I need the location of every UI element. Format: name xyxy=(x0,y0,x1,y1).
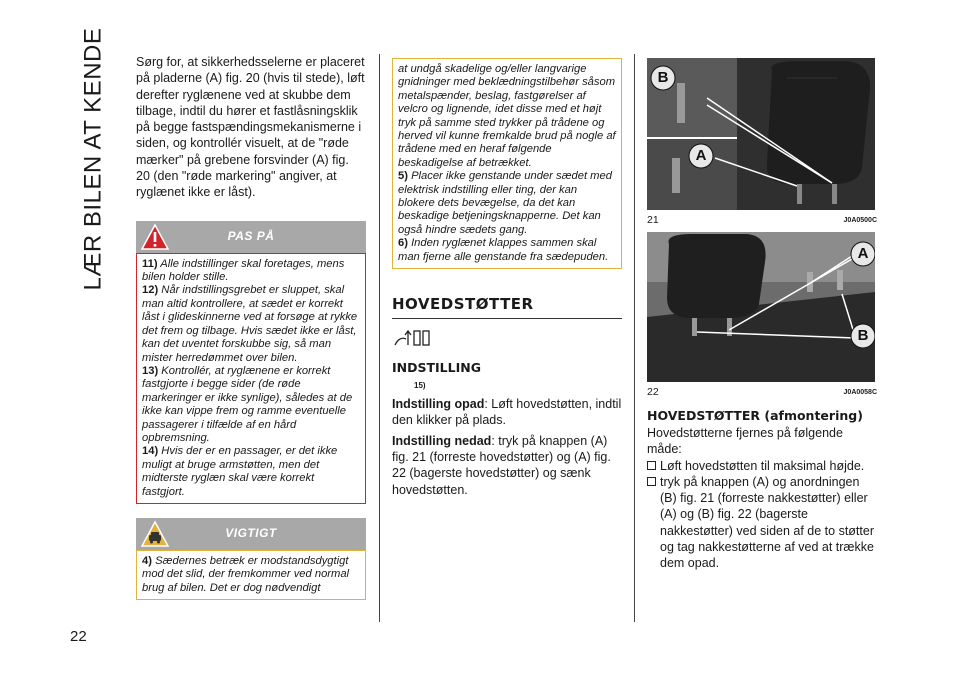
important-box-continued xyxy=(392,58,622,269)
note-item: 4) Sædernes betræk er modstandsdygtigt mod det slid, der fremkommer ved normal brug af bilen. Det er dog nødvendigt xyxy=(142,554,350,594)
column-divider xyxy=(379,54,380,622)
page-number: 22 xyxy=(70,628,87,645)
chapter-title: LÆR BILEN AT KENDE xyxy=(79,27,107,291)
warning-header xyxy=(136,221,366,253)
intro-paragraph: Hovedstøtterne fjernes på følgende måde: xyxy=(647,426,843,457)
headrest-adjust-icon xyxy=(392,327,434,349)
column-divider xyxy=(634,54,635,622)
note-item: 14) Hvis der er en passager, er det ikke muligt at bruge armstøtten, men det midterste ryglæn skal være korrekt fastgjort. xyxy=(142,445,338,498)
section-heading: HOVEDSTØTTER (afmontering) xyxy=(647,408,863,423)
section-heading: HOVEDSTØTTER xyxy=(392,295,622,319)
important-header xyxy=(136,518,366,550)
note-continued: at undgå skadelige og/eller langvarige gnidninger med beklædningstilbehør såsom metalspænder, beslag, fastgørelser af velcro og lignende, idet disse med et højt tryk på samme sted trykker på trådene og herved vil kunne fremkalde brud på nogle af trådene med en heraf følgende beskadigelse af betrækket. xyxy=(398,63,616,169)
important-label: VIGTIGT xyxy=(225,525,277,540)
figure-code: J0A0500C xyxy=(843,217,877,224)
column-2 xyxy=(392,54,622,498)
figure-21-photo xyxy=(647,58,875,210)
note-item: 11) Alle indstillinger skal foretages, mens bilen holder stille. xyxy=(142,257,345,284)
paragraph: Indstilling opad: Løft hovedstøtten, indtil den klikker på plads. xyxy=(392,397,622,428)
checkbox-bullet-icon xyxy=(647,477,656,486)
intro-paragraph: Sørg for, at sikkerhedsselerne er placeret på pladerne (A) fig. 20 (hvis til stede), løft derefter ryglænene ved at skubbe dem tilbage, indtil du hører et fastlåsningsklik på begge fastspændingsmekanismerne i siden, og kontrollér visuelt, at de "røde mærker" på grebene forsvinder (A) fig. 20 (den "røde markering" angiver, at ryglænet ikke er låst). xyxy=(136,55,365,200)
note-item: 13) Kontrollér, at ryglænene er korrekt fastgjorte i begge sider (de røde markeringer er ikke synlige), således at de ikke kan vippe frem og ramme eventuelle passagerer i tilfælde af en hård opbremsning. xyxy=(142,364,353,444)
figure-label-a: A xyxy=(695,147,707,164)
important-box xyxy=(136,550,366,600)
list-item: tryk på knappen (A) og anordningen (B) fig. 21 (forreste nakkestøtter) eller (A) og (B) fig. 22 (bagerste nakkestøtter) ved siden af de to støtter og tag nakkestøtterne af ved at trække dem opad. xyxy=(647,474,877,572)
reference-marker: 15) xyxy=(414,381,426,391)
figure-code: J0A0058C xyxy=(843,389,877,396)
figure-label-b: B xyxy=(857,327,869,344)
list-item: Løft hovedstøtten til maksimal højde. xyxy=(647,458,877,474)
note-item: 6) Inden ryglænet klappes sammen skal man fjerne alle genstande fra sædepuden. xyxy=(398,237,609,263)
front-headrest-illustration xyxy=(647,58,875,210)
column-3 xyxy=(647,58,877,572)
figure-label-a: A xyxy=(857,245,869,262)
warning-box xyxy=(136,253,366,504)
subheading: INDSTILLING xyxy=(392,360,481,376)
checkbox-bullet-icon xyxy=(647,461,656,470)
column-1 xyxy=(136,54,366,600)
figure-caption xyxy=(647,386,877,398)
figure-number: 21 xyxy=(647,214,659,226)
warning-label: PAS PÅ xyxy=(227,228,275,243)
paragraph: Indstilling nedad: tryk på knappen (A) fig. 21 (forreste hovedstøtter) og (A) fig. 22 (bagerste hovedstøtter) og sænk hovedstøtten. xyxy=(392,433,611,497)
figure-22-photo xyxy=(647,232,875,382)
note-item: 12) Når indstillingsgrebet er sluppet, skal man altid kontrollere, at sædet er korrekt låst i glideskinnerne ved at forsøge at rykke det frem og tilbage. Hvis sædet ikke er låst, kan det uventet forskubbe sig, så man mister herredømmet over bilen. xyxy=(142,284,358,364)
figure-label-b: B xyxy=(657,69,669,86)
note-item: 5) Placer ikke genstande under sædet med elektrisk indstilling eller ting, der kan blokere dets bevægelse, da det kan beskadige betjeningsknapperne. Det kan også hindre sædets gang. xyxy=(398,170,612,236)
figure-number: 22 xyxy=(647,386,659,398)
rear-headrest-illustration xyxy=(647,232,875,382)
figure-caption xyxy=(647,214,877,226)
